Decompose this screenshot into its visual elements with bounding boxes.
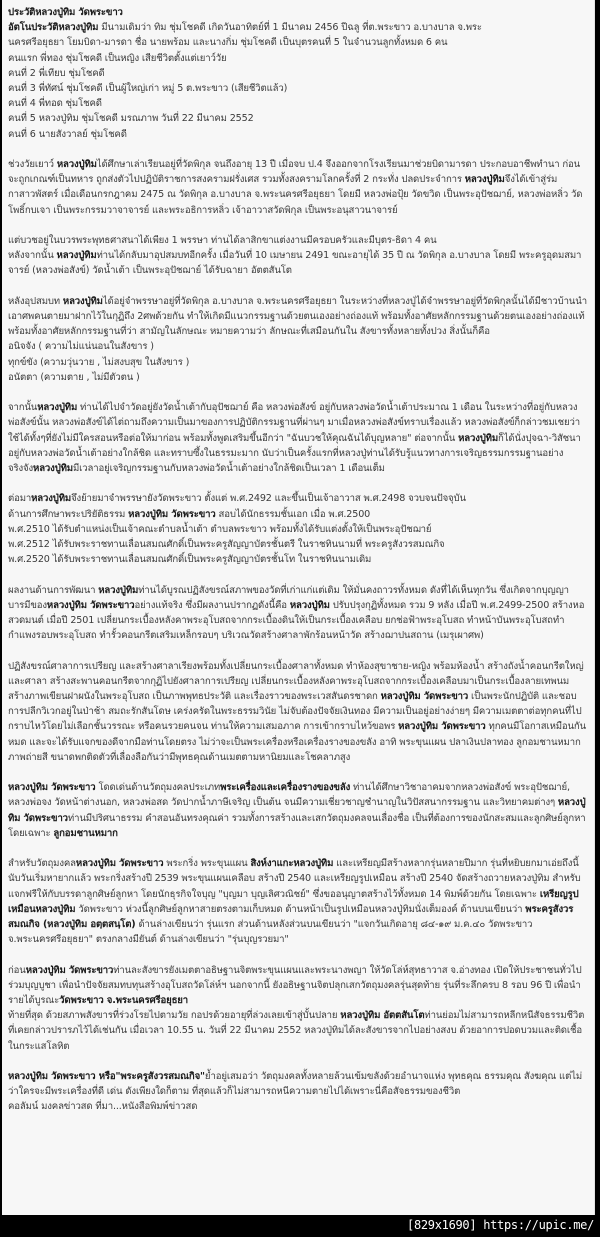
intro-paragraph: อัตโนประวัติหลวงปู่ทิม มีนามเดิมว่า ทิม ชุ่มโชคดี เกิดวันอาทิตย์ที่ 1 มีนาคม 2456 ปีฉลู ที่ต.พระขาว อ.บางบาล จ.พระ นครศรีอยุธยา โยมบิดา-มารดา ชื่อ นายพร้อม และนางกิ่ม ชุ่มโชคดี เป็นบุตรคนที่ 5 ในจำนวนลูกทั้งหมด 6 คน xyxy=(8,22,482,49)
youth-paragraph: ช่วงวัยเยาว์ หลวงปู่ทิมได้ศึกษาเล่าเรียนอยู่ที่วัดพิกุล จนถึงอายุ 13 ปี เมื่อจบ ป.4 จึงออกจากโรงเรียนมาช่วยบิดามารดา ประกอบอาชีพทำนา ก่อนจะถูกเกณฑ์เป็นทหาร ถูกส่งตัวไปปฏิบัติราชการสงครามฝรั่งเศส รวมทั้งสงครามโลกครั้งที่ 2 กระทั่ง ปลดประจำการ หลวงปู่ทิมจึงได้เข้าสู่ร่มกาสาวพัสตร์ เมื่อเดือนกรกฎาคม 2475 ณ วัดพิกุล อ.บางบาล จ.พระนครศรีอยุธยา โดยมี หลวงพ่อปุ้ย วัดขวิด เป็นพระอุปัชฌาย์, หลวงพ่อหลิ่ว วัดโพธิ์กบเจา เป็นพระกรรมวาจาจารย์ และพระอธิการหลิ่ว เจ้าอาวาสวัดพิกุล เป็นพระอนุสาวนาจารย์ xyxy=(8,159,583,216)
rank-line-2520: พ.ศ.2520 ได้รับพระราชทานเลื่อนสมณศักดิ์เป็นพระครูสัญญาบัตรชั้นโท ในราชทินนามเดิม xyxy=(8,554,372,566)
sibling-2: คนที่ 2 พี่เทียบ ชุ่มโชคดี xyxy=(8,67,105,79)
restoration-paragraph: ปฏิสังขรณ์ศาลาการเปรียญ และสร้างศาลาเรียงพร้อมทั้งเปลี่ยนกระเบื้องศาลาทั้งหมด ทำห้องสุขาชาย-หญิง พร้อมห้องน้ำ สร้างถังน้ำคอนกรีตใหญ่และศาลา สร้างสะพานคอนกรีตจากกุฏิไปยังศาลาการเปรียญ เปลี่ยนกระเบื้องหลังคาพระอุโบสถจากกระเบื้องเคลือบมาเป็นกระเบื้องลายเทพนม สร้างภาพเขียนฝาผนังในพระอุโบสถ เป็นภาพพุทธประวัติ และเรื่องราวของพระเวสสันดรชาดก หลวงปู่ทิม วัดพระขาว เป็นพระนักปฏิบัติ และชอบการปลีกวิเวกอยู่ในป่าช้า สมถะรักสันโดษ เคร่งครัดในพระธรรมวินัย ไม่จับต้องปัจจัยเงินทอง มีความเป็นอยู่อย่างง่ายๆ มีความเมตตาต่อทุกคนที่ไปกราบไหว้โดยไม่เลือกชั้นวรรณะ หรือคนรวยคนจน ท่านให้ความเสมอภาค การเข้ากราบไหว้ขอพร หลวงปู่ทิม วัดพระขาว ทุกคนมีโอกาสเหมือนกันหมด และจะได้รับแจกของดีจากมือท่านโดยตรง ไม่ว่าจะเป็นพระเครื่องหรือเครื่องรางของขลัง อาทิ พระขุนแผน ปลาเงินปลาทอง ลูกอมชานหมาก ภาพถ่ายสี ขนาดพกติดตัวที่เลื่องลือกันว่ามีพุทธคุณด้านเมตตามหานิยมและโชคลาภสูง xyxy=(8,660,587,763)
tilakkhana-item-2: ทุกข์ขัง (ความวุ่นวาย , ไม่สงบสุข ในสังขาร ) xyxy=(8,356,190,368)
ordination-paragraph: แต่บวชอยู่ในบวรพระพุทธศาสนาได้เพียง 1 พรรษา ท่านได้ลาสิกขาแต่งงานมีครอบครัวและมีบุตร-ธิดา 4 คน หลังจากนั้น หลวงปู่ทิมท่านได้กลับมาอุปสมบทอีกครั้ง เมื่อวันที่ 10 เมษายน 2491 ขณะอายุได้ 35 ปี ณ วัดพิกุล อ.บางบาล โดยมี พระครูอุดมสมาจารย์ (หลวงพ่อสังข์) วัดน้ำเต้า เป็นพระอุปัชฌาย์ ได้รับฉายา อัตตสันโต xyxy=(8,235,582,277)
quote-paragraph: หลวงปู่ทิม วัดพระขาว หรือ"พระครูสังวรสมณกิจ"ย้ำอยู่เสมอว่า วัตถุมงคลทั้งหลายล้วนเข้มขลังด้วยอำนาจแห่ง พุทธคุณ ธรรมคุณ สังฆคุณ แต่ไม่ว่าใครจะมีพระเครื่องที่ดี เด่น ดังเพียงใดก็ตาม ที่สุดแล้วก็ไม่สามารถหนีความตายไปได้เพราะนี่คือสัจธรรมของชีวิต xyxy=(8,1071,583,1098)
rank-line-2512: พ.ศ.2512 ได้รับพระราชทานเลื่อนสมณศักดิ์เป็นพระครูสัญญาบัตรชั้นตรี ในราชทินนามที่ พระครูสังวรสมณกิจ xyxy=(8,539,445,551)
tilakkhana-item-3: อนัตตา (ความตาย , ไม่มีตัวตน ) xyxy=(8,371,140,383)
namtao-paragraph: จากนั้นหลวงปู่ทิม ท่านได้ไปจำวัดอยู่ยังวัดน้ำเต้ากับอุปัชฌาย์ คือ หลวงพ่อสังข์ อยู่กับหลวงพ่อวัดน้ำเต้าประมาณ 1 เดือน ในระหว่างที่อยู่กับหลวงพ่อสังข์นั้น หลวงพ่อสังข์ได้ไต่ถามถึงความเป็นมาของการปฏิบัติกรรมฐานที่ผ่านๆ มาเมื่อหลวงพ่อสังข์ทราบเรื่องแล้ว หลวงพ่อสังข์ก็กล่าวชมเชยว่า ใช้ได้ทั้งๆที่ยังไม่มีใครสอนหรือต่อให้มาก่อน พร้อมทั้งพูดเสริมขึ้นอีกว่า "ฉันบวชให้คุณฉันได้บุญหลาย" ต่อจากนั้น หลวงปู่ทิมก็ได้นั่งปุจฉา-วิสัชนาอยู่กับหลวงพ่อวัดน้ำเต้าอย่างใกล้ชิด และทราบซึ้งในธรรมะมาก นับว่าเป็นครั้งแรกที่หลวงปู่ท่านได้รับรู้แนวทางการเจริญธรรมกรรมฐานอย่าง จริงจังหลวงปู่ทิมมีเวลาอยู่เจริญกรรมฐานกับหลวงพ่อวัดน้ำเต้าอย่างใกล้ชิดเป็นเวลา 1 เดือนเต็ม xyxy=(8,402,581,475)
article-title: ประวัติหลวงปู่ทิม วัดพระขาว xyxy=(8,7,123,18)
article-panel xyxy=(2,0,595,1215)
sibling-6: คนที่ 6 นายสังวาลย์ ชุ่มโชคดี xyxy=(8,128,127,140)
sibling-5: คนที่ 5 หลวงปู่ทิม ชุ่มโชคดี มรณภาพ วันที่ 22 มีนาคม 2552 xyxy=(8,113,254,125)
sibling-1: คนแรก พี่ทอง ชุ่มโชคดี เป็นหญิง เสียชีวิตตั้งแต่เยาว์วัย xyxy=(8,52,227,64)
image-host-footer xyxy=(0,1215,600,1237)
sibling-4: คนที่ 4 พี่ทอด ชุ่มโชคดี xyxy=(8,98,102,110)
coins-paragraph: สำหรับวัตถุมงคลหลวงปู่ทิม วัดพระขาว พระกริ่ง พระขุนแผน สิงห์งาแกะหลวงปู่ทิม และเหรียญมีสร้างหลากรุ่นหลายปีมาก รุ่นที่หยิบยกมาเอ่ยถึงนี้ นับวันเริ่มหายากแล้ว พระกริ่งสร้างปี 2539 พระขุนแผนเคลือบ สร้างปี 2540 และเหรียญรูปเหมือน สร้างปี 2540 จัดสร้างถวายหลวงปู่ทิม สำหรับแจกฟรีให้กับบรรดาลูกศิษย์ลูกหา โดยนักธุรกิจใจบุญ "บุญมา บุญเลิศวณิชย์" ซึ่งขออนุญาตสร้างไว้ทั้งหมด 14 พิมพ์ด้วยกัน โดยเฉพาะ เหรียญรูปเหมือนหลวงปู่ทิม วัดพระขาว ห่วงนี้ลูกศิษย์ลูกหาสายตรงตามเก็บหมด ด้านหน้าเป็นรูปเหมือนหลวงปู่ทิมนั่งเต็มองค์ ด้านบนเขียนว่า พระครูสังวรสมณกิจ (หลวงปู่ทิม อตฺตสนฺโต) ด้านล่างเขียนว่า รุ่นแรก ส่วนด้านหลังส่วนบนเขียนว่า "แจกวันเกิดอายุ ๘๔-๑๙ ม.ค.๔๐ วัดพระขาว จ.พระนครศรีอยุธยา" ตรงกลางมียันต์ ด้านล่างเขียนว่า "รุ่นบุญรวยมา" xyxy=(8,858,581,946)
practice-paragraph: หลังอุปสมบท หลวงปู่ทิมได้อยู่จำพรรษาอยู่ที่วัดพิกุล อ.บางบาล จ.พระนครศรีอยุธยา ในระหว่างที่หลวงปู่ได้จำพรรษาอยู่ที่วัดพิกุลนั้นได้มีชาวบ้านนำเอาศพคนตายมาฝากไว้ในกุฏิถึง 2ศพด้วยกัน ทำให้เกิดมีแนวกรรมฐานด้วยตนเองอย่างถ่องแท้ พร้อมทั้งอาศัยหลักกรรมฐานด้วยตนเองอย่างถ่องแท้ พร้อมทั้งอาศัยหลักกรรมฐานที่ว่า สามัญในลักษณะ หมายความว่า ลักษณะที่เสมือนกันใน สังขารทั้งหลายทั้งปวง สิ่งนั้นก็คือ xyxy=(8,295,588,338)
development-paragraph: ผลงานด้านการพัฒนา หลวงปู่ทิมท่านได้บูรณปฏิสังขรณ์สภาพของวัดที่เก่าแก่แต่เดิม ให้มั่นคงถาวรทั้งหมด ดังที่ได้เห็นทุกวัน ซึ่งเกิดจากบุญญาบารมีของหลวงปู่ทิม วัดพระขาวอย่างแท้จริง ซึ่งมีผลงานปรากฏดังนี้คือ หลวงปู่ทิม ปรับปรุงกุฏิทั้งหมด รวม 9 หลัง เมื่อปี พ.ศ.2499-2500 สร้างหอสวดมนต์ เมื่อปี 2501 เปลี่ยนกระเบื้องหลังคาพระอุโบสถจากกระเบื้องดินให้เป็นกระเบื้องเคลือบ ยกช่อฟ้าพระอุโบสถ ทำหน้าบันพระอุโบสถทำกำแพงรอบพระอุโบสถ ทำรั้วคอนกรีตเสริมเหล็กรอบๆ บริเวณวัดสร้างศาลาพักร้อนหน้าวัด สร้างฌาปนสถาน (เมรุเผาศพ) xyxy=(8,584,585,642)
tilakkhana-item-1: อนิจจัง ( ความไม่แน่นอนในสังขาร ) xyxy=(8,341,154,353)
sibling-3: คนที่ 3 พี่ทัศน์ ชุ่มโชคดี เป็นผู้ใหญ่เก่า หมู่ 5 ต.พระขาว (เสียชีวิตแล้ว) xyxy=(8,83,288,95)
source-line: คอลัมน์ มงคลข่าวสด ที่มา...หนังสือพิมพ์ข่าวสด xyxy=(8,1101,198,1113)
final-paragraph: ก่อนหลวงปู่ทิม วัดพระขาวท่านละสังขารยังเมตตาอธิษฐานจิตพระขุนแผนและพระนางพญา ให้วัดโล่ห์สุทธาวาส จ.อ่างทอง เปิดให้ประชาชนทั่วไปร่วมบุญบูชา เพื่อนำปัจจัยสมทบทุนสร้างอุโบสถวัดโล่ห์ฯ นอกจากนี้ ยังอธิษฐานจิตปลุกเสกวัตถุมงคลรุ่นสุดท้าย รุ่นที่ระลึกครบ 8 รอบ 96 ปี เพื่อนำรายได้บูรณะวัดพระขาว จ.พระนครศรีอยุธยา ท้ายที่สุด ด้วยสภาพสังขารที่ร่วงโรยไปตามวัย กอปรด้วยอายุที่ล่วงเลยเข้าสู่บั้นปลาย หลวงปู่ทิม อัตตสันโตท่านย่อมไม่สามารถหลีกหนีสัจธรรมชีวิตที่เคยกล่าวปรารภไว้ได้เช่นกัน เมื่อเวลา 10.55 น. วันที่ 22 มีนาคม 2552 หลวงปู่ทิมได้ละสังขารจากไปอย่างสงบ ด้วยอาการปอดบวมและติดเชื้อในกระแสโลหิต xyxy=(8,964,585,1052)
rank-line-2510: พ.ศ.2510 ได้รับตำแหน่งเป็นเจ้าคณะตำบลน้ำเต้า ตำบลพระขาว พร้อมทั้งได้รับแต่งตั้งให้เป็นพระอุปัชฌาย์ xyxy=(8,523,432,535)
amulet-paragraph: หลวงปู่ทิม วัดพระขาว โดดเด่นด้านวัตถุมงคลประเภทพระเครื่องและเครื่องรางของขลัง ท่านได้ศึกษาวิชาอาคมจากหลวงพ่อสังข์ พระอุปัชฌาย์, หลวงพ่อจง วัดหน้าต่างนอก, หลวงพ่อสด วัดปากน้ำภาษีเจริญ เป็นต้น จนมีความเชี่ยวชาญชำนาญในวิปัสสนากรรมฐาน และวิทยาคมต่างๆ หลวงปู่ทิม วัดพระขาวท่านมีปริศนาธรรม คำสอนอันทรงคุณค่า รวมทั้งการสร้างและเสกวัตถุมงคลจนเลื่องชื่อ เป็นที่ต้องการของนักสะสมและลูกศิษย์ลูกหา โดยเฉพาะ ลูกอมชานหมาก xyxy=(8,782,586,839)
watermark: [829x1690] https://upic.me/ xyxy=(407,1218,594,1232)
phrakhao-paragraph: ต่อมาหลวงปู่ทิมจึงย้ายมาจำพรรษายังวัดพระขาว ตั้งแต่ พ.ศ.2492 และขึ้นเป็นเจ้าอาวาส พ.ศ.2498 จวบจนปัจจุบัน ด้านการศึกษาพระปริยัติธรรม หลวงปู่ทิม วัดพระขาว สอบได้นักธรรมชั้นเอก เมื่อ พ.ศ.2500 xyxy=(8,493,466,520)
